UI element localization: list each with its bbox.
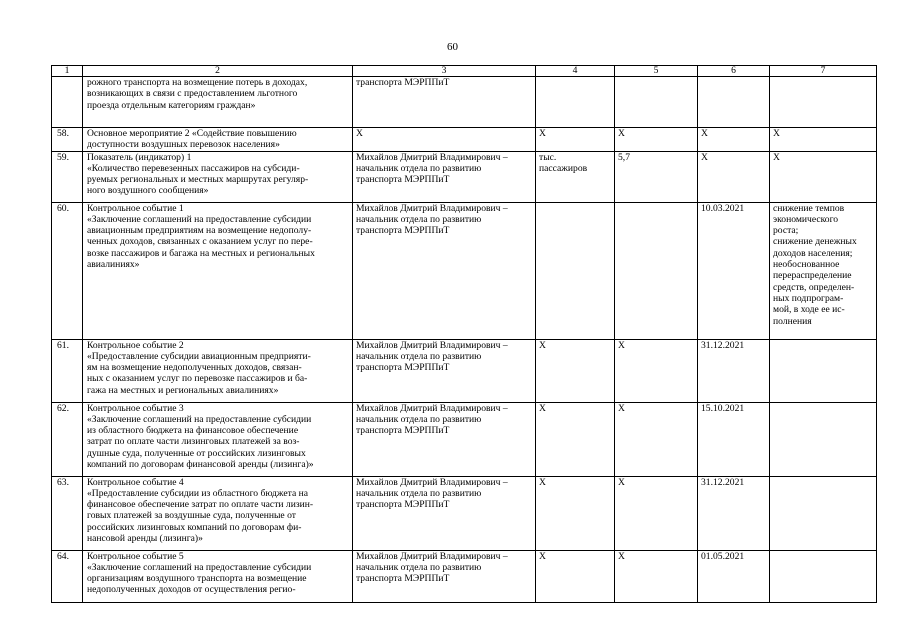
table-body [52,66,877,603]
responsible-line: транспорта МЭРППиТ [356,77,450,88]
row-number-cell-text: 59. [57,151,69,163]
event-name-line: «Предоставление субсидии авиационным предприяти- [87,350,311,362]
table-row [52,402,877,476]
date-cell [698,202,770,339]
event-name-line: руемых региональных и местных маршрутах регуляр- [87,174,309,186]
event-name-line: «Предоставление субсидии из областного бюджета на [87,487,309,499]
event-name-line: доступности воздушных перевозок населения» [87,139,280,151]
row-number-cell [52,476,83,550]
responsible-cell [353,339,536,402]
responsible-cell [353,402,536,476]
risk-line: доходов населения; [773,247,853,259]
risk-line: средств, определен- [773,281,855,293]
event-name-line: говых платежей за воздушные суда, полученные от [87,510,296,522]
unit-cell-text: X [539,339,546,351]
responsible-line: транспорта МЭРППиТ [356,362,450,374]
responsible-cell [353,77,536,128]
event-name-cell [83,402,353,476]
risk-line: роста; [773,225,799,237]
responsible-cell [353,476,536,550]
date-cell-text: X [701,151,708,163]
responsible-line: Михайлов Дмитрий Владимирович – [356,550,508,562]
column-header: 3 [353,66,536,77]
responsible-line: Михайлов Дмитрий Владимирович – [356,202,508,214]
responsible-line: X [356,128,363,139]
event-name-line: «Заключение соглашений на предоставление субсидии [87,561,312,573]
row-number-cell [52,151,83,202]
column-header: 1 [52,66,83,77]
date-cell [698,128,770,152]
row-number-cell-text: 61. [57,339,69,351]
unit-cell [536,202,615,339]
value-cell-text: X [618,339,625,351]
unit-cell-text: тыс. пассажиров [539,151,588,174]
event-name-line: из областного бюджета на финансовое обеспечение [87,425,299,437]
event-name-line: «Заключение соглашений на предоставление субсидии [87,213,312,225]
responsible-cell [353,550,536,602]
event-name-cell [83,77,353,128]
table-row [52,128,877,152]
row-number-cell-text: 62. [57,402,69,414]
risk-line: необоснованное [773,259,840,271]
risk-line: ных подпрограм- [773,292,844,304]
event-name-cell [83,339,353,402]
responsible-line: транспорта МЭРППиТ [356,573,450,585]
date-cell-text: 31.12.2021 [701,339,745,351]
row-number-cell [52,77,83,128]
event-name-line: Контрольное событие 4 [87,476,184,488]
unit-cell [536,550,615,602]
risk-line: X [773,151,780,163]
responsible-line: начальник отдела по развитию [356,213,482,225]
responsible-cell [353,151,536,202]
event-name-line: Показатель (индикатор) 1 [87,151,192,163]
responsible-line: Михайлов Дмитрий Владимирович – [356,402,508,414]
risk-line: полнения [773,315,812,327]
event-name-line: «Количество перевезенных пассажиров на субсиди- [87,162,300,174]
event-name-cell [83,476,353,550]
responsible-line: Михайлов Дмитрий Владимирович – [356,476,508,488]
unit-cell-text: X [539,550,546,562]
risks-cell [770,402,877,476]
event-name-cell [83,151,353,202]
date-cell-text: X [701,128,708,139]
event-name-line: «Заключение соглашений на предоставление субсидии [87,413,312,425]
event-name-cell [83,128,353,152]
value-cell [615,151,698,202]
date-cell [698,476,770,550]
event-name-line: ям на возмещение недополученных доходов, связан- [87,362,302,374]
value-cell-text: X [618,550,625,562]
responsible-line: начальник отдела по развитию [356,162,482,174]
date-cell-text: 31.12.2021 [701,476,745,488]
value-cell-text: X [618,402,625,414]
table-row [52,476,877,550]
date-cell [698,151,770,202]
event-name-line: рожного транспорта на возмещение потерь в доходах, [87,77,308,88]
responsible-line: транспорта МЭРППиТ [356,425,450,437]
table-row [52,339,877,402]
responsible-line: транспорта МЭРППиТ [356,174,450,186]
risk-line: экономического [773,213,839,225]
event-name-line: Контрольное событие 3 [87,402,184,414]
event-name-line: финансовое обеспечение затрат по оплате части лизин- [87,499,314,511]
unit-cell [536,476,615,550]
date-cell-text: 10.03.2021 [701,202,745,214]
column-header: 6 [698,66,770,77]
column-header: 7 [770,66,877,77]
value-cell [615,202,698,339]
value-cell-text: 5,7 [618,151,630,163]
event-name-line: организациям воздушного транспорта на возмещение [87,573,307,585]
date-cell [698,402,770,476]
column-header: 5 [615,66,698,77]
unit-cell-text: X [539,402,546,414]
responsible-cell [353,202,536,339]
value-cell [615,402,698,476]
event-name-line: возке пассажиров и багажа на местных и региональных [87,247,315,259]
event-name-line: авиационным предприятиям на возмещение недополу- [87,225,312,237]
event-name-line: затрат по оплате части лизинговых платежей за воз- [87,436,300,448]
risk-line: X [773,128,780,139]
value-cell-text: X [618,476,625,488]
risks-cell [770,77,877,128]
date-cell-text: 15.10.2021 [701,402,745,414]
event-name-line: нансовой аренды (лизинга)» [87,533,203,545]
value-cell [615,476,698,550]
responsible-line: транспорта МЭРППиТ [356,499,450,511]
row-number-cell-text: 60. [57,202,69,214]
unit-cell [536,77,615,128]
event-name-line: возникающих в связи с предоставлением льготного [87,88,298,100]
event-name-line: компаний по договорам финансовой аренды (лизинга)» [87,459,314,471]
unit-cell-text: X [539,476,546,488]
unit-cell [536,128,615,152]
row-number-cell [52,339,83,402]
risks-cell [770,202,877,339]
unit-cell [536,339,615,402]
row-number-cell-text: 63. [57,476,69,488]
event-name-line: ных с оказанием услуг по перевозке пассажиров и ба- [87,373,308,385]
value-cell [615,339,698,402]
responsible-cell [353,128,536,152]
value-cell [615,77,698,128]
unit-cell [536,402,615,476]
event-name-line: проезда отдельным категориям граждан» [87,99,256,111]
event-name-line: душные суда, полученные от российских лизинговых [87,447,306,459]
risk-line: перераспределение [773,270,852,282]
date-cell [698,550,770,602]
event-name-line: Основное мероприятие 2 «Содействие повышению [87,128,297,139]
header-row [52,66,877,77]
event-name-line: ного воздушного сообщения» [87,185,209,197]
row-number-cell [52,202,83,339]
responsible-line: Михайлов Дмитрий Владимирович – [356,151,508,163]
unit-cell-text: X [539,128,546,139]
responsible-line: начальник отдела по развитию [356,413,482,425]
risks-cell [770,151,877,202]
risk-line: мой, в ходе ее ис- [773,304,845,316]
page-number: 60 [447,41,458,53]
event-name-line: Контрольное событие 5 [87,550,184,562]
event-name-line: гажа на местных и региональных авиалиниях» [87,384,279,396]
table-row [52,77,877,128]
row-number-cell [52,402,83,476]
value-cell [615,550,698,602]
unit-cell [536,151,615,202]
table-row [52,202,877,339]
event-name-line: российских лизинговых компаний по договорам фи- [87,521,302,533]
risks-cell [770,339,877,402]
responsible-line: Михайлов Дмитрий Владимирович – [356,339,508,351]
responsible-line: транспорта МЭРППиТ [356,225,450,237]
event-name-cell [83,550,353,602]
value-cell-text: X [618,128,625,139]
table-row [52,550,877,602]
date-cell [698,77,770,128]
table-row [52,151,877,202]
value-cell [615,128,698,152]
risks-cell [770,476,877,550]
risks-cell [770,550,877,602]
event-name-line: Контрольное событие 1 [87,202,184,214]
plan-table [51,65,877,603]
row-number-cell-text: 58. [57,128,69,139]
event-name-line: Контрольное событие 2 [87,339,184,351]
date-cell [698,339,770,402]
date-cell-text: 01.05.2021 [701,550,745,562]
responsible-line: начальник отдела по развитию [356,487,482,499]
responsible-line: начальник отдела по развитию [356,561,482,573]
event-name-line: ченных доходов, связанных с оказанием услуг по пере- [87,236,313,248]
column-header: 2 [83,66,353,77]
row-number-cell [52,550,83,602]
row-number-cell-text: 64. [57,550,69,562]
event-name-cell [83,202,353,339]
event-name-line: авиалиниях» [87,259,140,271]
risk-line: снижение темпов [773,202,845,214]
column-header: 4 [536,66,615,77]
risk-line: снижение денежных [773,236,857,248]
row-number-cell [52,128,83,152]
responsible-line: начальник отдела по развитию [356,350,482,362]
risks-cell [770,128,877,152]
event-name-line: недополученных доходов от осуществления регио- [87,584,296,596]
